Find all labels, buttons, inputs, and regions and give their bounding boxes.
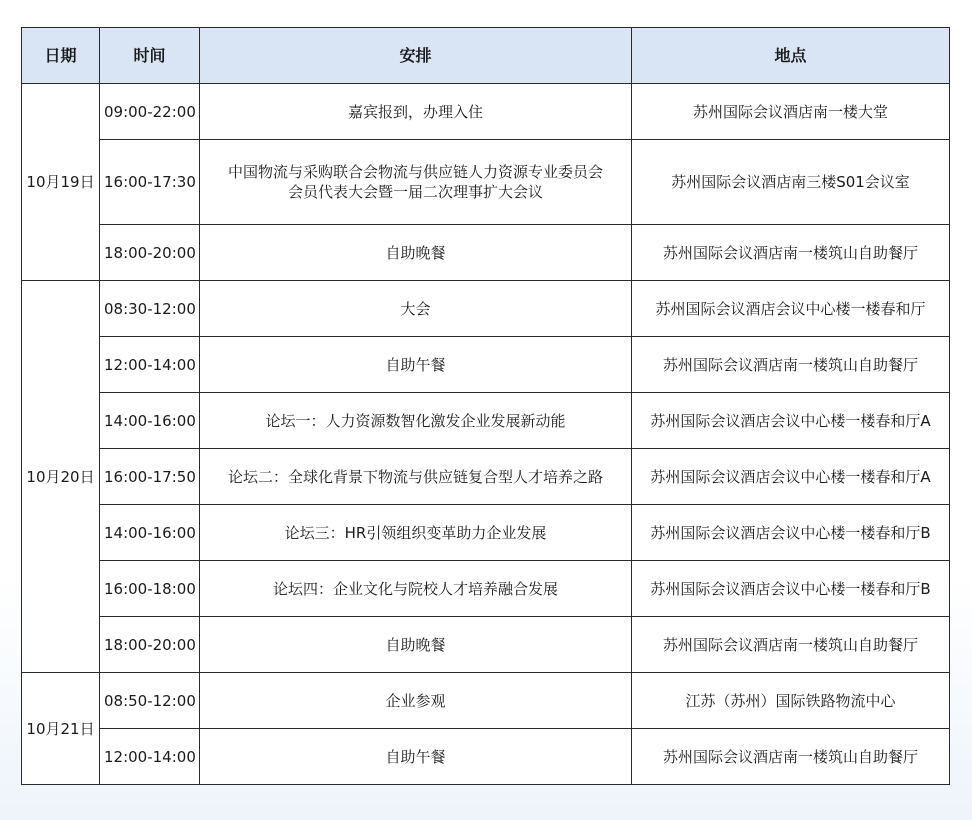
time-cell: 16:00-17:30 bbox=[100, 140, 200, 225]
time-cell: 14:00-16:00 bbox=[100, 393, 200, 449]
time-cell: 14:00-16:00 bbox=[100, 505, 200, 561]
header-agenda: 安排 bbox=[200, 28, 632, 84]
agenda-line: 大会 bbox=[400, 299, 431, 318]
agenda-line: 自助晚餐 bbox=[385, 635, 446, 654]
table-row bbox=[22, 281, 950, 337]
agenda-cell bbox=[200, 281, 632, 337]
agenda-cell bbox=[200, 84, 632, 140]
table-row bbox=[22, 617, 950, 673]
agenda-cell bbox=[200, 140, 632, 225]
date-cell: 10月21日 bbox=[22, 673, 100, 785]
time-cell: 08:30-12:00 bbox=[100, 281, 200, 337]
venue-cell: 苏州国际会议酒店南一楼筑山自助餐厅 bbox=[632, 729, 950, 785]
table-row bbox=[22, 140, 950, 225]
table-row bbox=[22, 449, 950, 505]
time-cell: 08:50-12:00 bbox=[100, 673, 200, 729]
venue-cell: 苏州国际会议酒店会议中心楼一楼春和厅A bbox=[632, 449, 950, 505]
time-cell: 18:00-20:00 bbox=[100, 225, 200, 281]
venue-cell: 苏州国际会议酒店会议中心楼一楼春和厅B bbox=[632, 505, 950, 561]
header-time: 时间 bbox=[100, 28, 200, 84]
agenda-cell bbox=[200, 337, 632, 393]
table-body bbox=[22, 84, 950, 785]
venue-cell: 苏州国际会议酒店会议中心楼一楼春和厅 bbox=[632, 281, 950, 337]
agenda-cell bbox=[200, 673, 632, 729]
time-cell: 12:00-14:00 bbox=[100, 337, 200, 393]
agenda-cell bbox=[200, 505, 632, 561]
venue-cell: 苏州国际会议酒店南一楼筑山自助餐厅 bbox=[632, 225, 950, 281]
agenda-line: 论坛三：HR引领组织变革助力企业发展 bbox=[284, 523, 547, 542]
venue-cell: 苏州国际会议酒店南一楼筑山自助餐厅 bbox=[632, 617, 950, 673]
agenda-line: 会员代表大会暨一届二次理事扩大会议 bbox=[287, 183, 543, 201]
agenda-line: 中国物流与采购联合会物流与供应链人力资源专业委员会 bbox=[227, 163, 603, 181]
time-cell: 16:00-17:50 bbox=[100, 449, 200, 505]
table-row bbox=[22, 505, 950, 561]
agenda-cell bbox=[200, 225, 632, 281]
venue-cell: 江苏（苏州）国际铁路物流中心 bbox=[632, 673, 950, 729]
agenda-line: 论坛二：全球化背景下物流与供应链复合型人才培养之路 bbox=[227, 467, 603, 486]
agenda-line: 论坛四：企业文化与院校人才培养融合发展 bbox=[272, 579, 558, 598]
date-cell: 10月19日 bbox=[22, 84, 100, 281]
venue-cell: 苏州国际会议酒店会议中心楼一楼春和厅B bbox=[632, 561, 950, 617]
table-row bbox=[22, 337, 950, 393]
header-venue: 地点 bbox=[632, 28, 950, 84]
agenda-line: 企业参观 bbox=[385, 691, 446, 710]
venue-cell: 苏州国际会议酒店南一楼大堂 bbox=[632, 84, 950, 140]
venue-cell: 苏州国际会议酒店南三楼S01会议室 bbox=[632, 140, 950, 225]
agenda-cell bbox=[200, 617, 632, 673]
table-row bbox=[22, 673, 950, 729]
table-row bbox=[22, 84, 950, 140]
agenda-line: 自助午餐 bbox=[385, 355, 446, 374]
venue-cell: 苏州国际会议酒店会议中心楼一楼春和厅A bbox=[632, 393, 950, 449]
venue-cell: 苏州国际会议酒店南一楼筑山自助餐厅 bbox=[632, 337, 950, 393]
agenda-cell bbox=[200, 729, 632, 785]
agenda-line: 嘉宾报到，办理入住 bbox=[347, 102, 483, 121]
time-cell: 16:00-18:00 bbox=[100, 561, 200, 617]
time-cell: 18:00-20:00 bbox=[100, 617, 200, 673]
table-row bbox=[22, 561, 950, 617]
table-row bbox=[22, 225, 950, 281]
agenda-cell bbox=[200, 449, 632, 505]
table-row bbox=[22, 393, 950, 449]
agenda-cell bbox=[200, 393, 632, 449]
agenda-line: 自助晚餐 bbox=[385, 243, 446, 262]
agenda-cell bbox=[200, 561, 632, 617]
date-cell: 10月20日 bbox=[22, 281, 100, 673]
time-cell: 09:00-22:00 bbox=[100, 84, 200, 140]
agenda-line: 论坛一：人力资源数智化激发企业发展新动能 bbox=[265, 411, 566, 430]
table-row bbox=[22, 729, 950, 785]
table-header bbox=[22, 28, 950, 84]
agenda-line: 自助午餐 bbox=[385, 747, 446, 766]
header-row bbox=[22, 28, 950, 84]
header-date: 日期 bbox=[22, 28, 100, 84]
time-cell: 12:00-14:00 bbox=[100, 729, 200, 785]
schedule-table bbox=[21, 27, 950, 785]
